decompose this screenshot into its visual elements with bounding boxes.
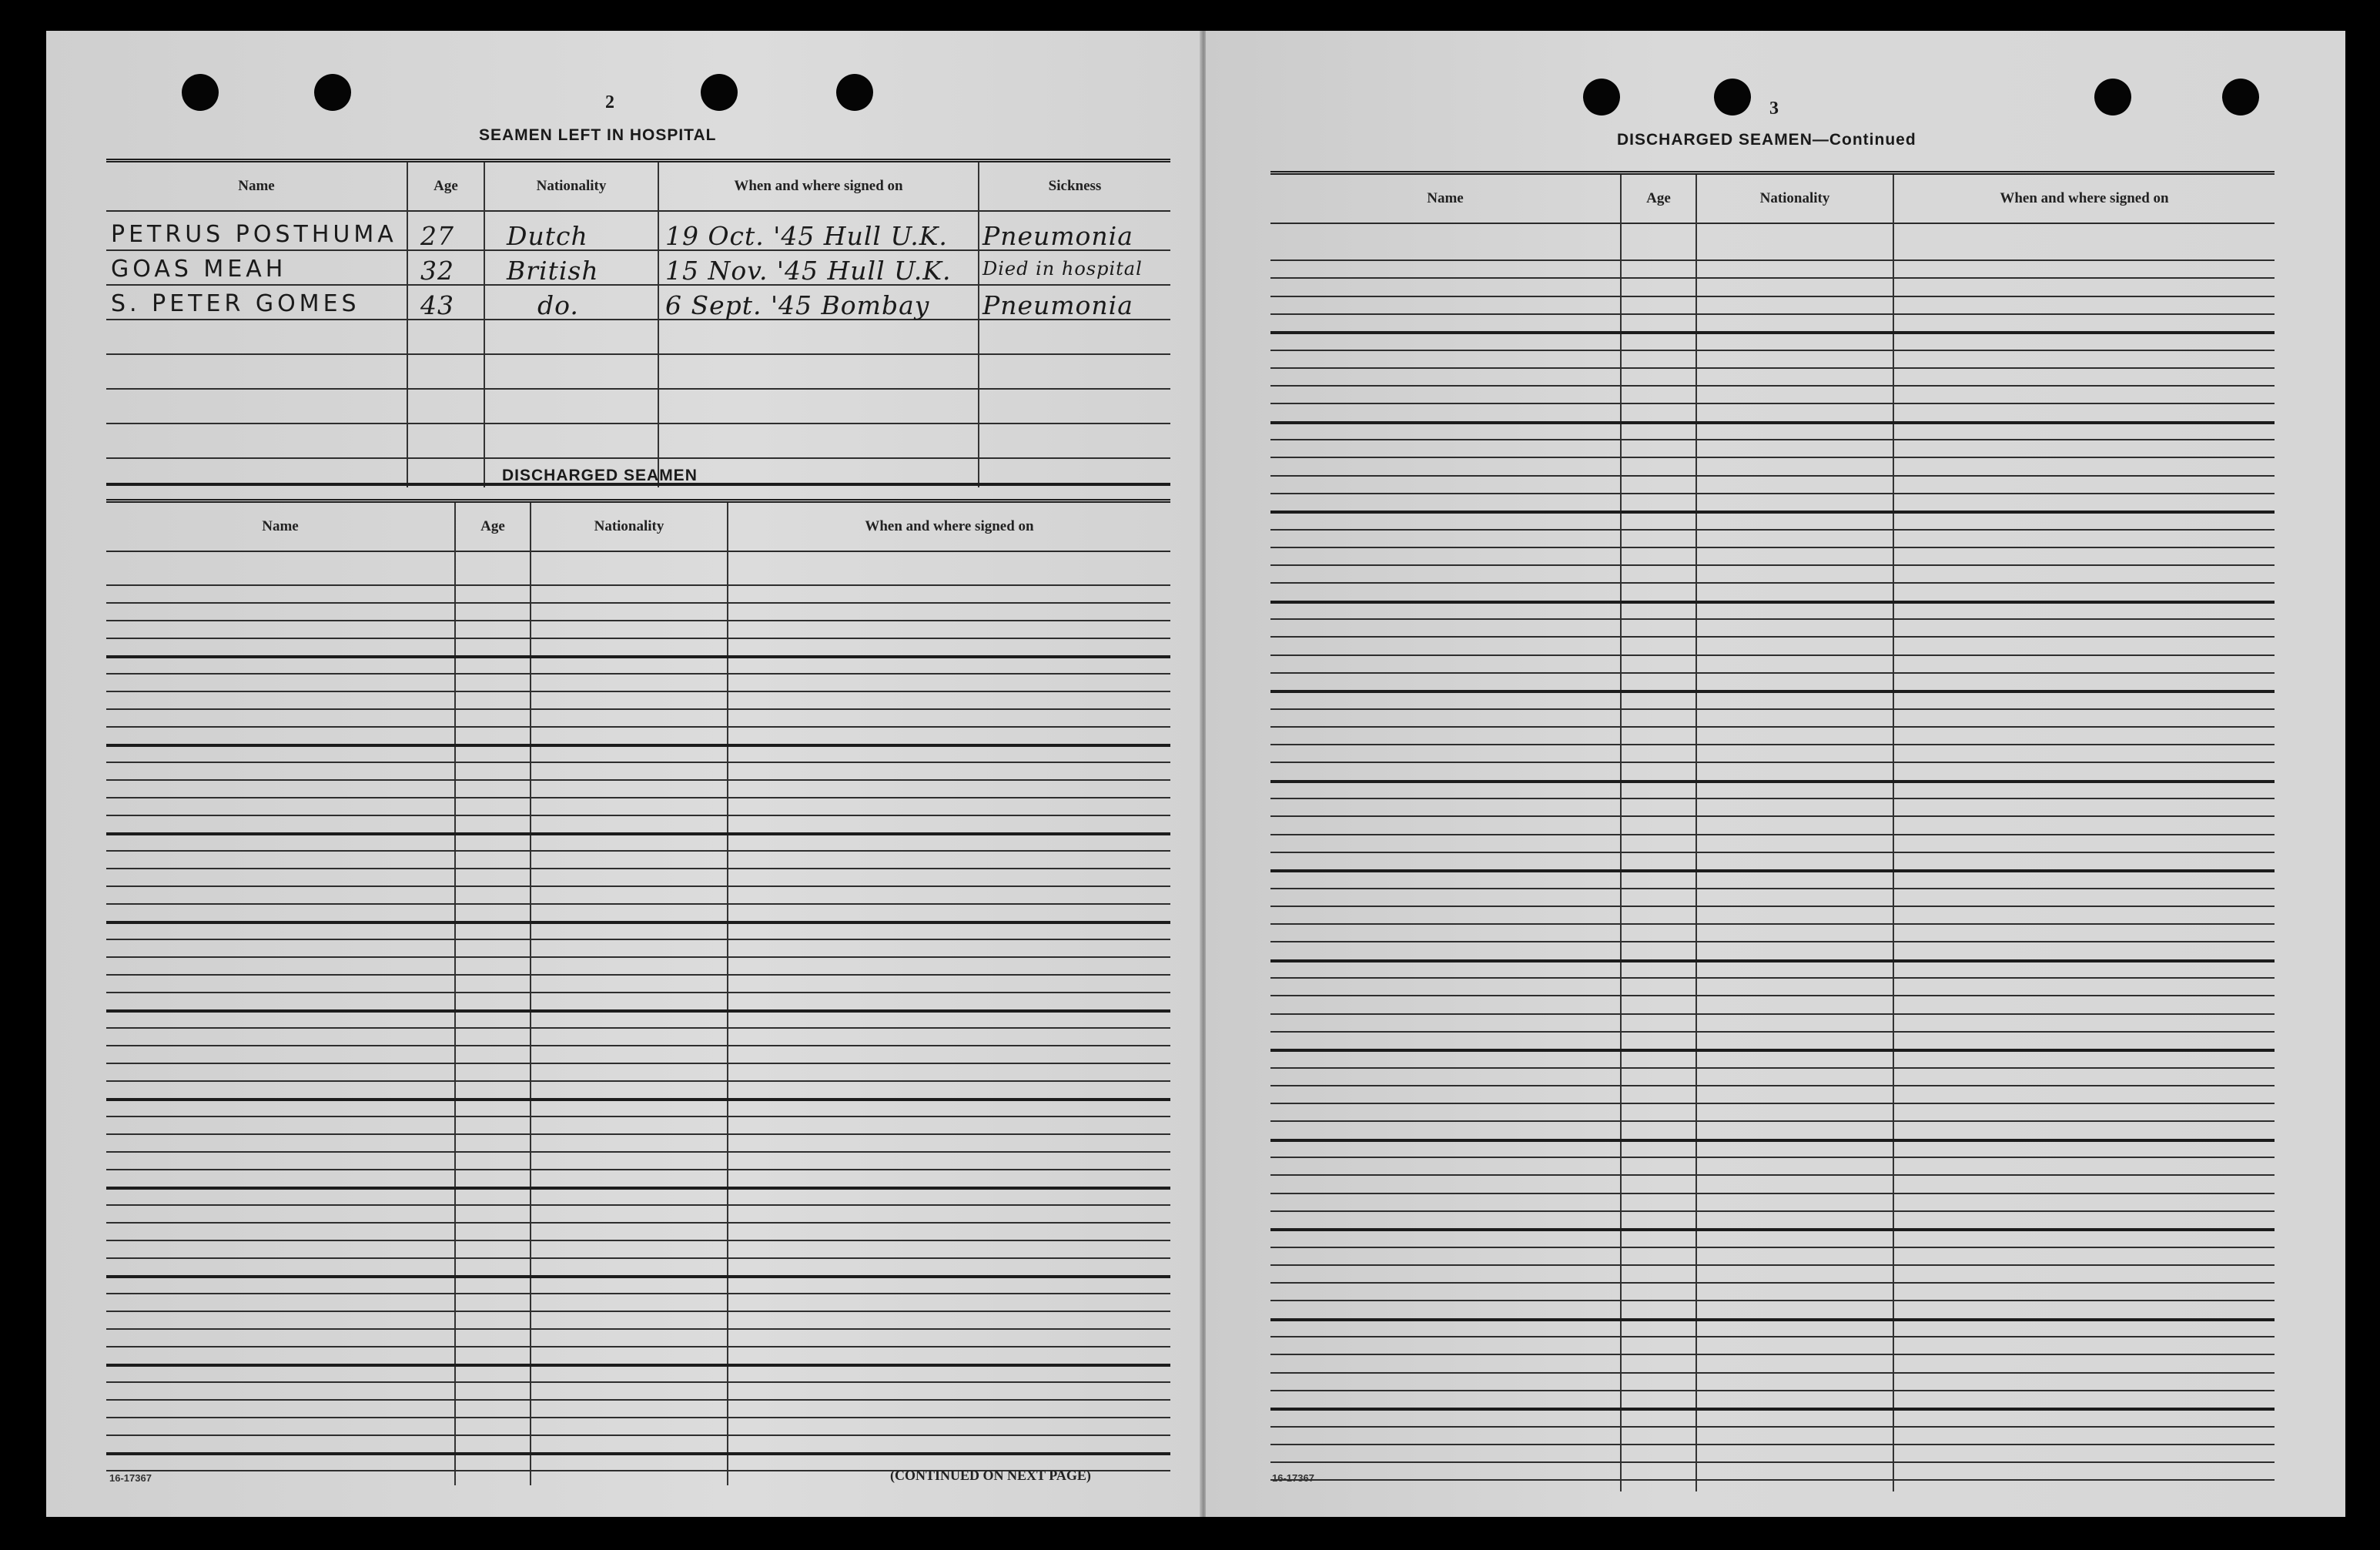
row-rule (1270, 1300, 2275, 1301)
row-rule (106, 1293, 1170, 1294)
column-divider (978, 162, 979, 487)
column-divider (727, 503, 728, 1485)
row-rule (106, 744, 1170, 747)
punch-hole-icon (701, 74, 738, 111)
row-rule (106, 1346, 1170, 1347)
column-divider (658, 162, 659, 487)
row-rule (1270, 1031, 2275, 1033)
row-rule (1270, 1444, 2275, 1445)
row-rule (106, 797, 1170, 798)
row-rule (106, 708, 1170, 710)
column-header-name: Name (262, 518, 299, 534)
row-rule (106, 638, 1170, 639)
row-rule (1270, 906, 2275, 907)
column-header-nationality: Nationality (536, 178, 607, 194)
row-rule (106, 691, 1170, 692)
row-rule (1270, 421, 2275, 424)
row-rule (1270, 350, 2275, 351)
column-header-age: Age (433, 178, 458, 194)
row-rule (1270, 475, 2275, 477)
punch-hole-icon (2222, 79, 2259, 115)
row-rule (1270, 672, 2275, 674)
table-cell-sickness: Pneumonia (982, 221, 1133, 251)
row-rule (106, 868, 1170, 869)
discharged-continued-table (1270, 171, 2275, 1491)
row-rule (106, 1151, 1170, 1153)
row-rule (106, 1045, 1170, 1046)
punch-hole-icon (836, 74, 873, 111)
row-rule (1270, 511, 2275, 514)
row-rule (106, 1240, 1170, 1241)
table-cell-nationality: do. (537, 290, 579, 320)
table-cell-sickness: Pneumonia (982, 290, 1133, 320)
column-divider (484, 162, 485, 487)
row-rule (1270, 367, 2275, 369)
row-rule (106, 655, 1170, 658)
row-rule (1270, 1479, 2275, 1481)
row-rule (1270, 1103, 2275, 1104)
row-rule (1270, 690, 2275, 693)
row-rule (106, 1364, 1170, 1367)
row-rule (1270, 888, 2275, 889)
row-rule (106, 939, 1170, 940)
table-cell-age: 27 (420, 221, 454, 251)
row-rule (106, 1311, 1170, 1312)
punch-hole-icon (2094, 79, 2131, 115)
column-header-nationality: Nationality (1759, 190, 1830, 206)
form-code: 16-17367 (1272, 1472, 1314, 1484)
row-rule (106, 1027, 1170, 1029)
row-rule (106, 992, 1170, 993)
row-rule (1270, 1336, 2275, 1337)
row-rule (1270, 1228, 2275, 1231)
row-rule (106, 903, 1170, 905)
table-cell-name: S. PETER GOMES (111, 290, 360, 317)
continued-note: (CONTINUED ON NEXT PAGE) (890, 1468, 1091, 1483)
row-rule (1270, 959, 2275, 962)
row-rule (106, 620, 1170, 621)
row-rule (106, 1452, 1170, 1455)
row-rule (1270, 1120, 2275, 1122)
row-rule (1270, 654, 2275, 656)
row-rule (106, 1275, 1170, 1278)
hospital-table (106, 159, 1170, 487)
row-rule (106, 921, 1170, 924)
row-rule (106, 1257, 1170, 1259)
row-rule (106, 885, 1170, 887)
row-rule (106, 779, 1170, 781)
row-rule (1270, 547, 2275, 548)
row-rule (1270, 726, 2275, 728)
row-rule (106, 284, 1170, 286)
row-rule (1270, 529, 2275, 531)
row-rule (1270, 618, 2275, 620)
row-rule (1270, 708, 2275, 710)
row-rule (1270, 564, 2275, 566)
row-rule (1270, 780, 2275, 783)
row-rule (106, 1381, 1170, 1383)
row-rule (106, 1399, 1170, 1401)
row-rule (1270, 1408, 2275, 1411)
row-rule (106, 850, 1170, 852)
row-rule (1270, 798, 2275, 799)
column-divider (454, 503, 456, 1485)
row-rule (106, 815, 1170, 816)
row-rule (106, 832, 1170, 835)
row-rule (1270, 1049, 2275, 1052)
left-page (46, 31, 1206, 1517)
section-title-discharged: DISCHARGED SEAMEN (502, 467, 698, 484)
section-title-hospital: SEAMEN LEFT IN HOSPITAL (479, 126, 717, 144)
table-cell-name: GOAS MEAH (111, 256, 287, 283)
column-header-signed-on: When and where signed on (865, 518, 1034, 534)
row-rule (106, 584, 1170, 586)
right-page (1206, 31, 2345, 1517)
row-rule (106, 1116, 1170, 1117)
row-rule (1270, 1372, 2275, 1374)
row-rule (1270, 259, 2275, 261)
column-header-age: Age (480, 518, 505, 534)
row-rule (1270, 1174, 2275, 1176)
row-rule (1270, 403, 2275, 404)
row-rule (1270, 1426, 2275, 1428)
row-rule (1270, 941, 2275, 942)
row-rule (106, 1169, 1170, 1170)
row-rule (1270, 1157, 2275, 1158)
row-rule (1270, 1193, 2275, 1194)
row-rule (1270, 601, 2275, 604)
table-header (106, 503, 1170, 552)
table-cell-sickness: Died in hospital (982, 258, 1143, 280)
row-rule (106, 956, 1170, 958)
row-rule (1270, 296, 2275, 297)
row-rule (1270, 1282, 2275, 1284)
column-header-sickness: Sickness (1048, 178, 1102, 194)
page-number: 2 (605, 92, 614, 112)
row-rule (1270, 762, 2275, 763)
table-header (106, 162, 1170, 212)
row-rule (106, 457, 1170, 459)
punch-hole-icon (314, 74, 351, 111)
punch-hole-icon (182, 74, 219, 111)
row-rule (1270, 834, 2275, 835)
row-rule (106, 1063, 1170, 1064)
table-cell-nationality: British (507, 256, 599, 286)
row-rule (1270, 1067, 2275, 1069)
row-rule (106, 1187, 1170, 1190)
column-header-signed-on: When and where signed on (734, 178, 903, 194)
table-cell-age: 32 (420, 256, 454, 286)
row-rule (1270, 1461, 2275, 1463)
row-rule (106, 1435, 1170, 1436)
discharged-table (106, 499, 1170, 1485)
row-rule (1270, 1210, 2275, 1212)
table-cell-age: 43 (420, 290, 454, 320)
row-rule (106, 1328, 1170, 1330)
row-rule (1270, 439, 2275, 440)
table-header (1270, 175, 2275, 224)
column-header-name: Name (238, 178, 275, 194)
row-rule (1270, 815, 2275, 817)
form-code: 16-17367 (109, 1472, 152, 1484)
row-rule (1270, 1139, 2275, 1142)
column-header-name: Name (1427, 190, 1464, 206)
column-header-nationality: Nationality (594, 518, 664, 534)
row-rule (106, 1009, 1170, 1013)
column-divider (530, 503, 531, 1485)
row-rule (1270, 1318, 2275, 1321)
row-rule (106, 1133, 1170, 1135)
table-cell-signed-on: 19 Oct. '45 Hull U.K. (665, 221, 948, 251)
row-rule (106, 974, 1170, 976)
row-rule (1270, 977, 2275, 979)
row-rule (1270, 869, 2275, 872)
row-rule (1270, 331, 2275, 334)
row-rule (1270, 1013, 2275, 1015)
row-rule (1270, 1390, 2275, 1391)
row-rule (106, 1098, 1170, 1101)
table-cell-signed-on: 6 Sept. '45 Bombay (665, 290, 930, 320)
row-rule (1270, 582, 2275, 584)
row-rule (106, 1222, 1170, 1224)
row-rule (106, 726, 1170, 728)
row-rule (1270, 1264, 2275, 1266)
table-cell-signed-on: 15 Nov. '45 Hull U.K. (665, 256, 952, 286)
row-rule (1270, 1247, 2275, 1248)
row-rule (106, 1204, 1170, 1206)
row-rule (1270, 744, 2275, 745)
row-rule (106, 762, 1170, 763)
row-rule (106, 423, 1170, 424)
section-title-discharged-continued: DISCHARGED SEAMEN—Continued (1617, 131, 1916, 149)
column-header-signed-on: When and where signed on (2000, 190, 2169, 206)
row-rule (1270, 457, 2275, 458)
column-header-age: Age (1646, 190, 1671, 206)
row-rule (1270, 1354, 2275, 1355)
row-rule (106, 388, 1170, 390)
row-rule (1270, 493, 2275, 494)
punch-hole-icon (1583, 79, 1620, 115)
row-rule (1270, 852, 2275, 853)
row-rule (1270, 277, 2275, 279)
table-cell-name: PETRUS POSTHUMA (111, 221, 397, 248)
punch-hole-icon (1714, 79, 1751, 115)
row-rule (1270, 995, 2275, 996)
row-rule (1270, 1085, 2275, 1086)
page-number: 3 (1769, 99, 1779, 119)
column-divider (407, 162, 408, 487)
row-rule (1270, 923, 2275, 925)
row-rule (1270, 313, 2275, 315)
table-cell-nationality: Dutch (507, 221, 588, 251)
row-rule (106, 602, 1170, 604)
row-rule (106, 353, 1170, 355)
row-rule (106, 1417, 1170, 1418)
row-rule (106, 1080, 1170, 1082)
row-rule (1270, 385, 2275, 387)
row-rule (1270, 636, 2275, 638)
row-rule (106, 673, 1170, 675)
